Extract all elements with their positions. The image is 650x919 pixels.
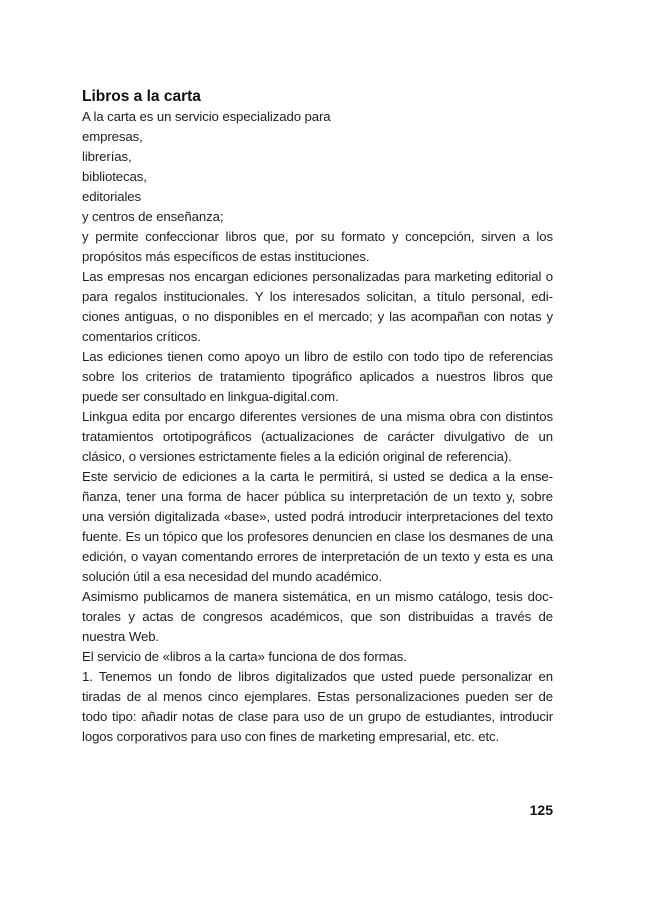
paragraph-tesis: Asimismo publicamos de manera sistemática, en un mismo catálogo, tesis doctorales y actas de congresos académicos, que son distribuidas a través de nuestra Web. — [82, 589, 553, 644]
paragraph-fondo-digitalizado: 1. Tenemos un fondo de libros digitalizados que usted puede personalizar en tiradas de al menos cinco ejemplares. Estas personalizaciones pueden ser de todo tipo: añadir notas de clase para uso de un grupo de estudiantes, introducir logos corporativos para uso con fines de marketing empresarial, etc. etc. — [82, 669, 553, 744]
list-item-librerias: librerías, — [82, 149, 132, 164]
page-content — [82, 87, 553, 747]
list-item-centros: y centros de enseñanza; — [82, 209, 224, 224]
paragraph-dos-formas: El servicio de «libros a la carta» funciona de dos formas. — [82, 649, 407, 664]
list-item-empresas: empresas, — [82, 129, 143, 144]
paragraph-proposito: y permite confeccionar libros que, por su formato y concepción, sirven a los propósitos más específicos de estas instituciones. — [82, 229, 553, 264]
paragraph-empresas: Las empresas nos encargan ediciones personalizadas para marketing editorial o para regalos institucionales. Y los interesados solicitan, a título personal, ediciones antiguas, o no disponibles en el mercado; y las acompañan con notas y comentarios críticos. — [82, 269, 553, 344]
page-number: 125 — [529, 802, 553, 818]
paragraph-ensenanza: Este servicio de ediciones a la carta le permitirá, si usted se dedica a la enseñanza, tener una forma de hacer pública su interpretación de un texto y, sobre una versión digitalizada «base», usted podrá introducir interpretaciones del texto fuente. Es un tópico que los profesores denuncien en clase los desmanes de una edición, o vayan comentando errores de interpretación de un texto y esta es una solución útil a esa necesidad del mundo académico. — [82, 469, 553, 584]
intro-line: A la carta es un servicio especializado para — [82, 109, 331, 124]
paragraph-libro-de-estilo: Las ediciones tienen como apoyo un libro de estilo con todo tipo de referencias sobre los criterios de tratamiento tipográfico aplicados a nuestros libros que puede ser consultado en linkgua-digital.com. — [82, 349, 553, 404]
section-heading: Libros a la carta — [82, 88, 201, 105]
paragraph-linkgua: Linkgua edita por encargo diferentes versiones de una misma obra con distintos tratamientos ortotipográficos (actualizaciones de carácter divulgativo de un clásico, o versiones estrictamente fieles a la edición original de referencia). — [82, 409, 553, 464]
list-item-bibliotecas: bibliotecas, — [82, 169, 147, 184]
list-item-editoriales: editoriales — [82, 189, 142, 204]
